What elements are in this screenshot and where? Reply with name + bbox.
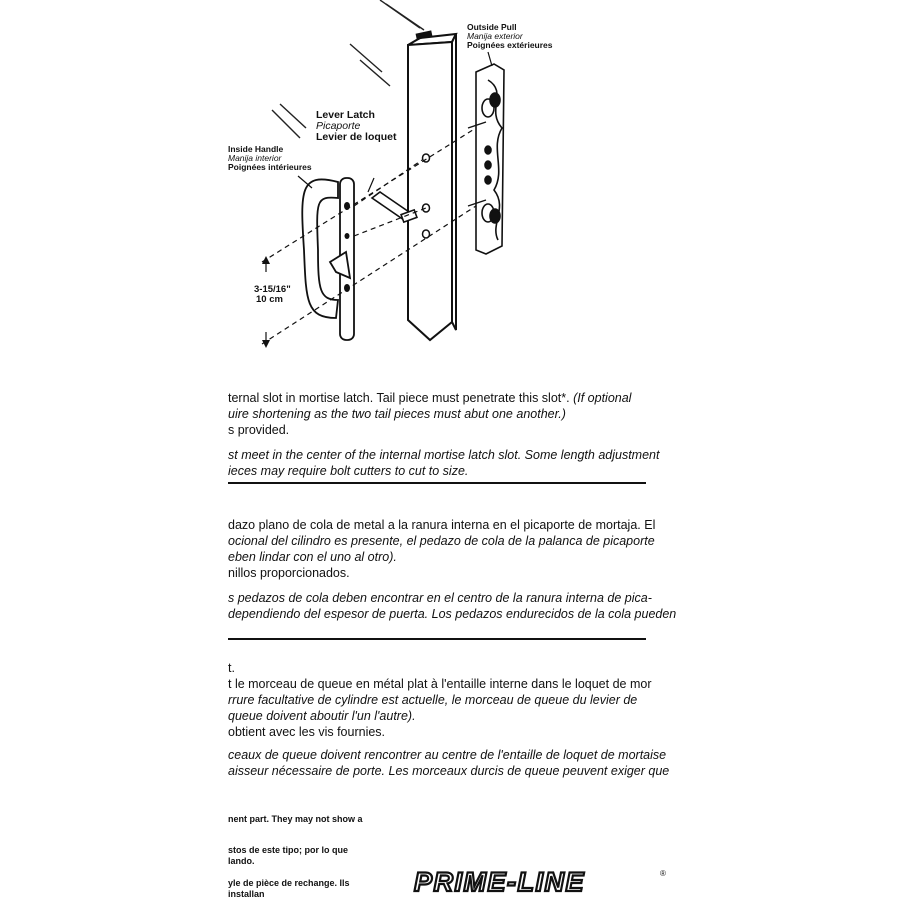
footer-note-es-2: lando. [228, 856, 255, 866]
inside-handle-es: Manija interior [228, 152, 282, 163]
spanish-line-2: ocional del cilindro es presente, el pedazo de cola de la palanca de picaporte [228, 534, 655, 548]
spanish-line-1: dazo plano de cola de metal a la ranura interna en el picaporte de mortaja. El [228, 518, 656, 532]
footer-note-fr-1: yle de pièce de rechange. Ils [228, 878, 350, 888]
lever-latch-label [316, 110, 397, 143]
english-note-line-2: ieces may require bolt cutters to cut to size. [228, 464, 469, 478]
french-note-line-2: aisseur nécessaire de porte. Les morceaux durcis de queue peuvent exiger que [228, 764, 670, 778]
dimension-cm: 10 cm [256, 293, 283, 305]
spanish-note-line-1: s pedazos de cola deben encontrar en el centro de la ranura interna de pica- [228, 591, 652, 605]
english-note [228, 447, 659, 479]
dimension-inches: 3-15/16" [254, 284, 291, 295]
spanish-note-line-2: dependiendo del espesor de puerta. Los pedazos endurecidos de la cola pueden [228, 607, 677, 621]
door-stile [408, 34, 456, 340]
footer-note-fr-2: installan [228, 889, 265, 899]
outside-pull-part [476, 64, 504, 254]
footer-note-en: nent part. They may not show a [228, 814, 363, 824]
inside-handle-fr: Poignées intérieures [228, 161, 312, 172]
outside-pull-en: Outside Pull [467, 22, 517, 32]
english-note-line-1: st meet in the center of the internal mortise latch slot. Some length adjustment [228, 448, 660, 462]
outside-pull-label [467, 23, 553, 50]
french-note [228, 747, 669, 779]
spanish-line-4: nillos proporcionados. [228, 566, 350, 580]
french-section [228, 660, 652, 740]
lever-latch-fr: Levier de loquet [316, 131, 397, 144]
spanish-section [228, 517, 655, 581]
footer-note-es [228, 845, 348, 867]
english-step-line [228, 390, 631, 406]
french-line-0: t. [228, 661, 235, 675]
registered-mark: ® [660, 869, 666, 878]
prime-line-logo [410, 866, 670, 896]
english-section [228, 390, 631, 438]
lever-latch-en: Lever Latch [316, 109, 375, 121]
english-step-text: ternal slot in mortise latch. Tail piece must penetrate this slot*. [228, 391, 570, 405]
divider-2 [228, 638, 646, 640]
divider-1 [228, 482, 646, 484]
outside-pull-fr: Poignées extérieures [467, 39, 553, 50]
english-step-line-3: s provided. [228, 423, 290, 437]
dimension-label [254, 285, 291, 305]
installation-diagram [0, 0, 900, 380]
lever-latch-es: Picaporte [316, 120, 361, 133]
french-line-2: rrure facultative de cylindre est actuelle, le morceau de queue du levier de [228, 693, 638, 707]
english-optional-text: (If optional [569, 391, 632, 405]
footer-note-es-1: stos de este tipo; por lo que [228, 845, 349, 855]
french-line-3: queue doivent aboutir l'un l'autre). [228, 709, 416, 723]
french-note-line-1: ceaux de queue doivent rencontrer au centre de l'entaille de loquet de mortaise [228, 748, 667, 762]
english-step-line-2: uire shortening as the two tail pieces must abut one another.) [228, 407, 566, 421]
spanish-note [228, 590, 676, 622]
logo-text: PRIME-LINE [414, 867, 586, 896]
inside-handle-label [228, 145, 312, 172]
french-line-1: t le morceau de queue en métal plat à l'entaille interne dans le loquet de mor [228, 677, 652, 691]
french-line-4: obtient avec les vis fournies. [228, 725, 386, 739]
inside-handle-en: Inside Handle [228, 144, 284, 154]
spanish-line-3: eben lindar con el uno al otro). [228, 550, 397, 564]
footer-note-fr [228, 878, 350, 900]
outside-pull-es: Manija exterior [467, 30, 523, 41]
